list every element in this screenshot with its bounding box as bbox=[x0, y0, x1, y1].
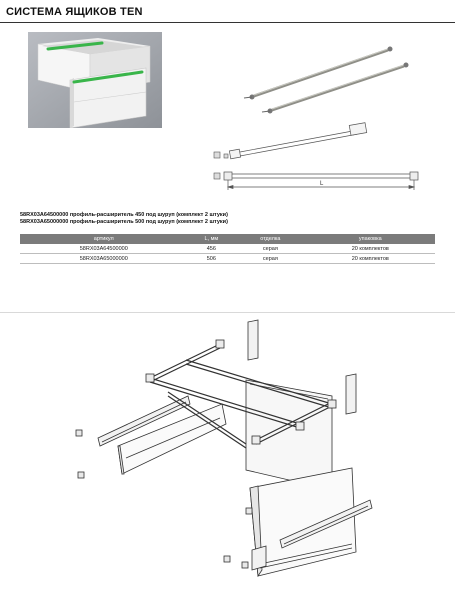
title-bar bbox=[0, 0, 455, 24]
cell-article: 58RX03A65000000 bbox=[20, 254, 187, 264]
description-line-1: 58RX03A64500000 профиль-расширитель 450 под шуруп (комплект 2 штуки) bbox=[20, 212, 228, 218]
extension-rod-2 bbox=[262, 63, 409, 114]
back-panel bbox=[246, 380, 332, 490]
cell-packaging: 20 комплектов bbox=[306, 244, 435, 254]
product-description bbox=[20, 212, 228, 226]
header-length: L, мм bbox=[187, 234, 235, 244]
section-divider bbox=[0, 312, 455, 313]
extension-rod-1 bbox=[244, 47, 393, 100]
spec-table bbox=[20, 234, 435, 264]
cell-length: 456 bbox=[187, 244, 235, 254]
assembled-rod bbox=[229, 123, 366, 159]
header-article: артикул bbox=[20, 234, 187, 244]
assembly-drawing bbox=[70, 318, 380, 590]
table-header-row bbox=[20, 234, 435, 244]
table-row bbox=[20, 254, 435, 264]
drawer-photo bbox=[28, 32, 162, 128]
title-underline bbox=[0, 22, 455, 23]
page-title: СИСТЕМА ЯЩИКОВ TEN bbox=[6, 6, 143, 18]
length-label: L bbox=[320, 181, 324, 187]
header-packaging: упаковка bbox=[306, 234, 435, 244]
table-row bbox=[20, 244, 435, 254]
left-side-wall bbox=[118, 404, 226, 474]
description-line-2: 58RX03A65000000 профиль-расширитель 500 под шуруп (комплект 2 штуки) bbox=[20, 219, 228, 225]
cell-finish: серая bbox=[235, 244, 305, 254]
cell-article: 58RX03A64500000 bbox=[20, 244, 187, 254]
header-finish: отделка bbox=[235, 234, 305, 244]
cell-length: 506 bbox=[187, 254, 235, 264]
cell-packaging: 20 комплектов bbox=[306, 254, 435, 264]
cell-finish: серая bbox=[235, 254, 305, 264]
parts-drawing bbox=[200, 40, 440, 200]
